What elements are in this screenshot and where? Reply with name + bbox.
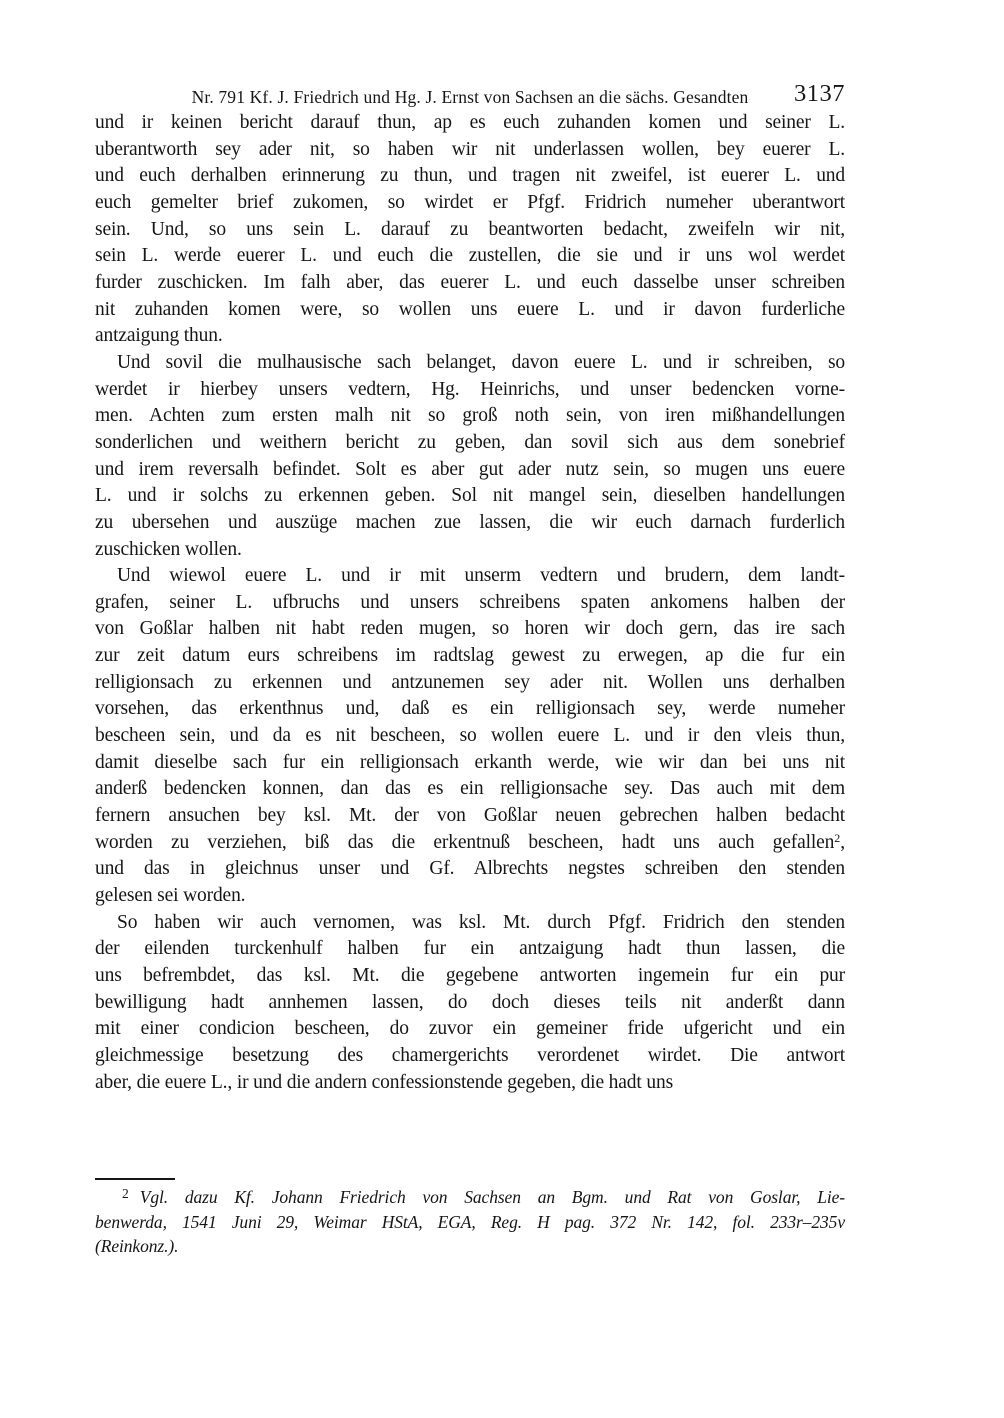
text-line: werdet ir hierbey unsers vedtern, Hg. Heinrichs, und unser bedencken vorne- xyxy=(95,378,845,400)
text-line: uberantworth sey ader nit, so haben wir nit underlassen wollen, bey euerer L. xyxy=(95,138,845,160)
text-line: und irem reversalh befindet. Solt es aber gut ader nutz sein, so mugen uns euere xyxy=(95,458,845,480)
text-line: L. und ir solchs zu erkennen geben. Sol nit mangel sein, dieselben handellungen xyxy=(95,485,845,507)
text-line: fernern ansuchen bey ksl. Mt. der von Goßlar neuen gebrechen halben bedacht xyxy=(95,805,845,827)
text-line: relligionsach zu erkennen und antzunemen sey ader nit. Wollen uns derhalben xyxy=(95,671,845,693)
text-line: gleichmessige besetzung des chamergerichts verordenet wirdet. Die antwort xyxy=(95,1044,845,1066)
footnote-separator xyxy=(95,1178,175,1180)
text-line: und ir keinen bericht darauf thun, ap es euch zuhanden komen und seiner L. xyxy=(95,112,845,133)
text-line: uns befrembdet, das ksl. Mt. die gegebene antworten ingemein fur ein pur xyxy=(95,965,845,986)
text-line: men. Achten zum ersten malh nit so groß noth sein, von iren mißhandellungen xyxy=(95,405,845,427)
page-number: 3137 xyxy=(794,80,845,107)
text-line: furder zuschicken. Im falh aber, das euerer L. und euch dasselbe unser schreiben xyxy=(95,271,845,293)
text-line: So haben wir auch vernomen, was ksl. Mt. durch Pfgf. Fridrich den stenden xyxy=(117,911,845,933)
text-line: vorsehen, das erkenthnus und, daß es ein relligionsach sey, werde numeher xyxy=(95,698,845,720)
text-line: worden zu verziehen, biß das die erkentnuß bescheen, hadt uns auch gefallen$^2$, xyxy=(95,830,845,853)
text-line: mit einer condicion bescheen, do zuvor ein gemeiner fride ufgericht und ein xyxy=(95,1018,845,1040)
text-line: von Goßlar halben nit habt reden mugen, so horen wir doch gern, das ire sach xyxy=(95,618,845,640)
running-title: Nr. 791 Kf. J. Friedrich und Hg. J. Ernst von Sachsen an die sächs. Gesandten xyxy=(191,87,749,107)
text-line: und das in gleichnus unser und Gf. Albrechts negstes schreiben den stenden xyxy=(95,858,845,880)
footnote-line: benwerda, 1541 Juni 29, Weimar HStA, EGA, Reg. H pag. 372 Nr. 142, fol. 233r–235v xyxy=(95,1211,845,1232)
text-line: aber, die euere L., ir und die andern confessionstende gegeben, die hadt uns xyxy=(95,1071,674,1093)
footnote xyxy=(95,1185,845,1259)
text-line: bescheen sein, und da es nit bescheen, so wollen euere L. und ir den vleis thun, xyxy=(95,725,845,747)
footnote-line: (Reinkonz.). xyxy=(95,1236,179,1257)
text-line: Und wiewol euere L. und ir mit unserm vedtern und brudern, dem landt- xyxy=(117,565,845,587)
paragraph xyxy=(95,110,845,350)
text-line: anderß bedencken konnen, dan das es ein relligionsache sey. Das auch mit dem xyxy=(95,778,845,800)
text-line: damit dieselbe sach fur ein relligionsach erkanth werde, wie wir dan bei uns nit xyxy=(95,751,845,773)
text-line: sein L. werde euerer L. und euch die zustellen, die sie und ir uns wol werdet xyxy=(95,245,845,267)
text-line: grafen, seiner L. ufbruchs und unsers schreibens spaten ankomens halben der xyxy=(95,591,845,613)
text-line: sonderlichen und weithern bericht zu geben, dan sovil sich aus dem sonebrief xyxy=(95,431,845,453)
text-line: bewilligung hadt annhemen lassen, do doch dieses teils nit anderßt dann xyxy=(95,991,845,1013)
text-line: gelesen sei worden. xyxy=(95,885,246,907)
footnote-text: Vgl. dazu Kf. Johann Friedrich von Sachsen an Bgm. und Rat von Goslar, Lie- xyxy=(139,1187,845,1207)
text-line: antzaigung thun. xyxy=(95,325,223,347)
letter-body xyxy=(95,110,845,1096)
footnote-reference: 2 xyxy=(834,830,841,845)
text-line: zu ubersehen und auszüge machen zue lassen, die wir euch darnach furderlich xyxy=(95,511,845,533)
paragraph xyxy=(95,910,845,1097)
text-line: euch gemelter brief zukomen, so wirdet er Pfgf. Fridrich numeher uberantwort xyxy=(95,191,845,213)
text-line: zur zeit datum eurs schreibens im radtslag gewest zu erwegen, ap die fur ein xyxy=(95,645,845,667)
paragraph xyxy=(95,563,845,910)
text-line: sein. Und, so uns sein L. darauf zu beantworten bedacht, zweifeln wir nit, xyxy=(95,218,845,240)
text-line: und euch derhalben erinnerung zu thun, und tragen nit zweifel, ist euerer L. und xyxy=(95,165,845,187)
footnote-marker: 2 xyxy=(122,1186,129,1201)
page-header xyxy=(95,80,845,110)
text-line: zuschicken wollen. xyxy=(95,538,242,560)
text-line: der eilenden turckenhulf halben fur ein antzaigung hadt thun lassen, die xyxy=(95,938,845,960)
text-line: nit zuhanden komen were, so wollen uns euere L. und ir davon furderliche xyxy=(95,298,845,320)
paragraph xyxy=(95,350,845,563)
footnote-line xyxy=(95,1185,845,1210)
text-line: Und sovil die mulhausische sach belanget, davon euere L. und ir schreiben, so xyxy=(117,351,845,373)
